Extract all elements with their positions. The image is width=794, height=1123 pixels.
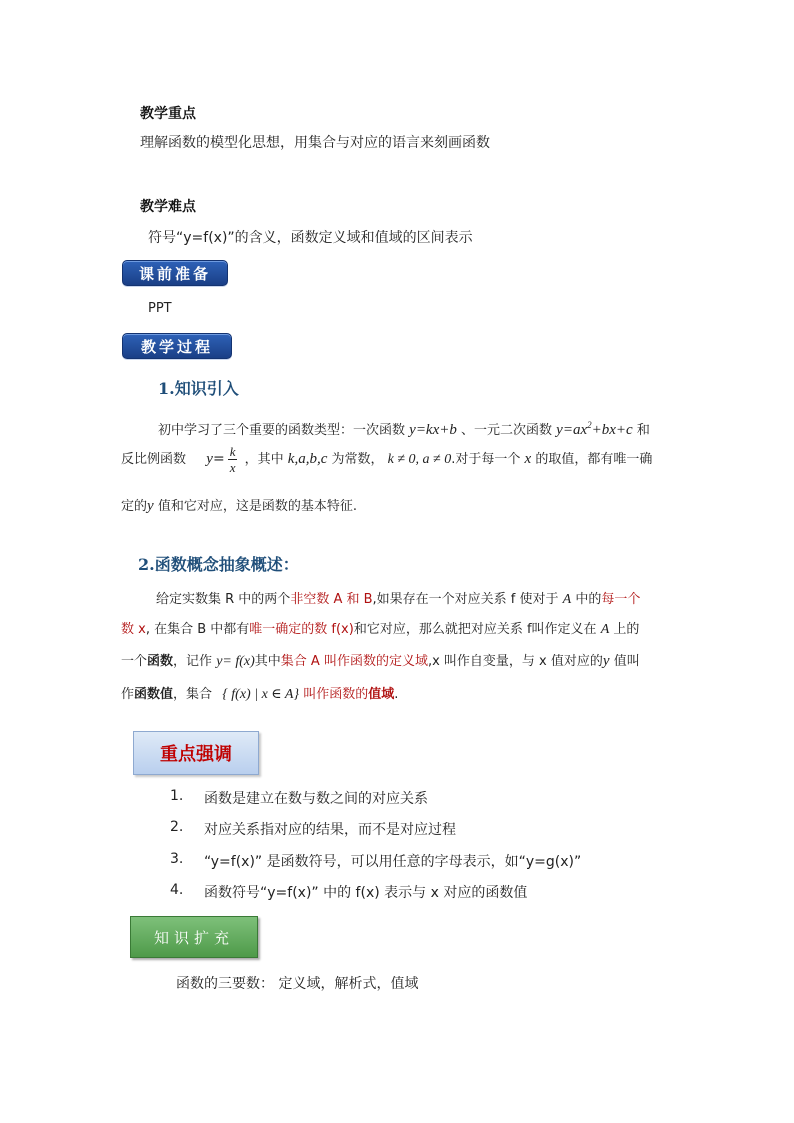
highlight-text: 数 x	[121, 622, 146, 637]
fraction-denominator: x	[229, 460, 236, 475]
difficult-points-text: 符号“y=f(x)”的含义，函数定义域和值域的区间表示	[148, 230, 473, 246]
highlight-text: 每一个	[601, 592, 641, 607]
var-x: x	[524, 451, 532, 467]
fraction-numerator: k	[229, 444, 236, 459]
key-points-text: 理解函数的模型化思想，用集合与对应的语言来刻画函数	[140, 135, 490, 151]
condition-formula: k ≠ 0, a ≠ 0	[387, 452, 452, 467]
formula-y: y	[206, 451, 213, 467]
text-segment: 值叫	[613, 654, 640, 669]
section1-heading: 1.知识引入	[158, 379, 239, 398]
list-item-number: 3.	[170, 851, 184, 867]
list-item-number: 4.	[170, 882, 184, 898]
section1-line1	[158, 415, 650, 441]
formula-part: y=ax	[556, 422, 588, 438]
text-segment: , 在集合 B 中都有	[145, 622, 250, 637]
text-segment: 给定实数集 R 中的两个	[156, 592, 291, 607]
text-segment: 初中学习了三个重要的函数类型：一次函数	[158, 423, 406, 438]
text-segment: 为常数，	[331, 452, 384, 467]
equals-sign: =	[212, 451, 225, 467]
text-segment: 的取值，都有唯一确	[535, 452, 653, 467]
text-segment: ,x 叫作自变量，与 x 值对应的	[427, 654, 603, 669]
prep-banner: 课前准备	[122, 260, 228, 286]
set-a: A	[600, 622, 610, 637]
quadratic-formula	[556, 422, 633, 438]
highlight-text: 唯一确定的数 f(x)	[249, 622, 354, 637]
highlight-text: 集合 A 叫作函数的定义域	[280, 654, 428, 669]
text-segment: .对于每一个	[451, 452, 521, 467]
text-segment: 值和它对应，这是函数的基本特征.	[157, 499, 357, 514]
list-item-number: 1.	[170, 788, 184, 804]
section2-line4	[121, 685, 398, 705]
text-segment: 和它对应，那么就把对应关系 f叫作定义在	[353, 622, 597, 637]
highlight-text: 叫作函数的	[303, 687, 369, 702]
list-item: “y=f(x)” 是函数符号，可以用任意的字母表示，如“y=g(x)”	[204, 854, 582, 870]
bold-term: 函数值	[134, 687, 174, 702]
highlight-bold-term: 值域	[368, 687, 395, 702]
function-notation: y= f(x)	[216, 654, 255, 669]
text-segment: ，记作	[173, 654, 213, 669]
list-item: 函数符号“y=f(x)” 中的 f(x) 表示与 x 对应的函数值	[204, 885, 528, 901]
prep-text: PPT	[148, 301, 172, 316]
extension-text: 函数的三要数： 定义域，解析式，值域	[176, 976, 419, 992]
constants: k,a,b,c	[287, 451, 328, 467]
section2-line2	[121, 620, 639, 640]
text-segment: 反比例函数	[121, 452, 187, 467]
text-segment: 、一元二次函数	[461, 423, 553, 438]
key-points-title: 教学重点	[140, 106, 196, 122]
section2-line3	[121, 651, 640, 672]
text-segment: 上的	[613, 622, 640, 637]
process-banner: 教学过程	[122, 333, 232, 359]
emphasis-box: 重点强调	[133, 731, 259, 775]
list-item-number: 2.	[170, 819, 184, 835]
text-segment: 一个	[121, 654, 148, 669]
exponent: 2	[587, 420, 592, 430]
text-segment: 中的	[575, 592, 602, 607]
text-segment: ，集合	[173, 687, 213, 702]
bold-term: 函数	[147, 654, 174, 669]
text-segment: 作	[121, 687, 135, 702]
difficult-points-title: 教学难点	[140, 199, 196, 215]
text-segment: .	[394, 687, 399, 702]
var-y: y	[147, 498, 154, 514]
list-item: 对应关系指对应的结果，而不是对应过程	[204, 822, 456, 838]
section2-line1	[156, 590, 640, 610]
list-item: 函数是建立在数与数之间的对应关系	[204, 791, 428, 807]
var-y: y	[602, 653, 610, 669]
highlight-text: 非空数 A 和 B	[290, 592, 373, 607]
text-segment: ,如果存在一个对应关系 f 使对于	[372, 592, 559, 607]
text-segment: 和	[636, 423, 650, 438]
extension-box: 知识扩充	[130, 916, 258, 958]
linear-formula: y=kx+b	[409, 422, 457, 438]
section1-line2	[121, 440, 652, 479]
text-segment: ，其中	[244, 452, 284, 467]
inverse-fraction	[228, 444, 238, 475]
range-set: { f(x) | x ∈ A}	[222, 687, 300, 702]
set-a: A	[562, 592, 572, 607]
section1-line3	[121, 496, 357, 517]
section2-heading: 2.函数概念抽象概述：	[138, 555, 299, 574]
text-segment: 其中	[254, 654, 281, 669]
text-segment: 定的	[121, 499, 148, 514]
formula-part: +bx+c	[591, 422, 633, 438]
